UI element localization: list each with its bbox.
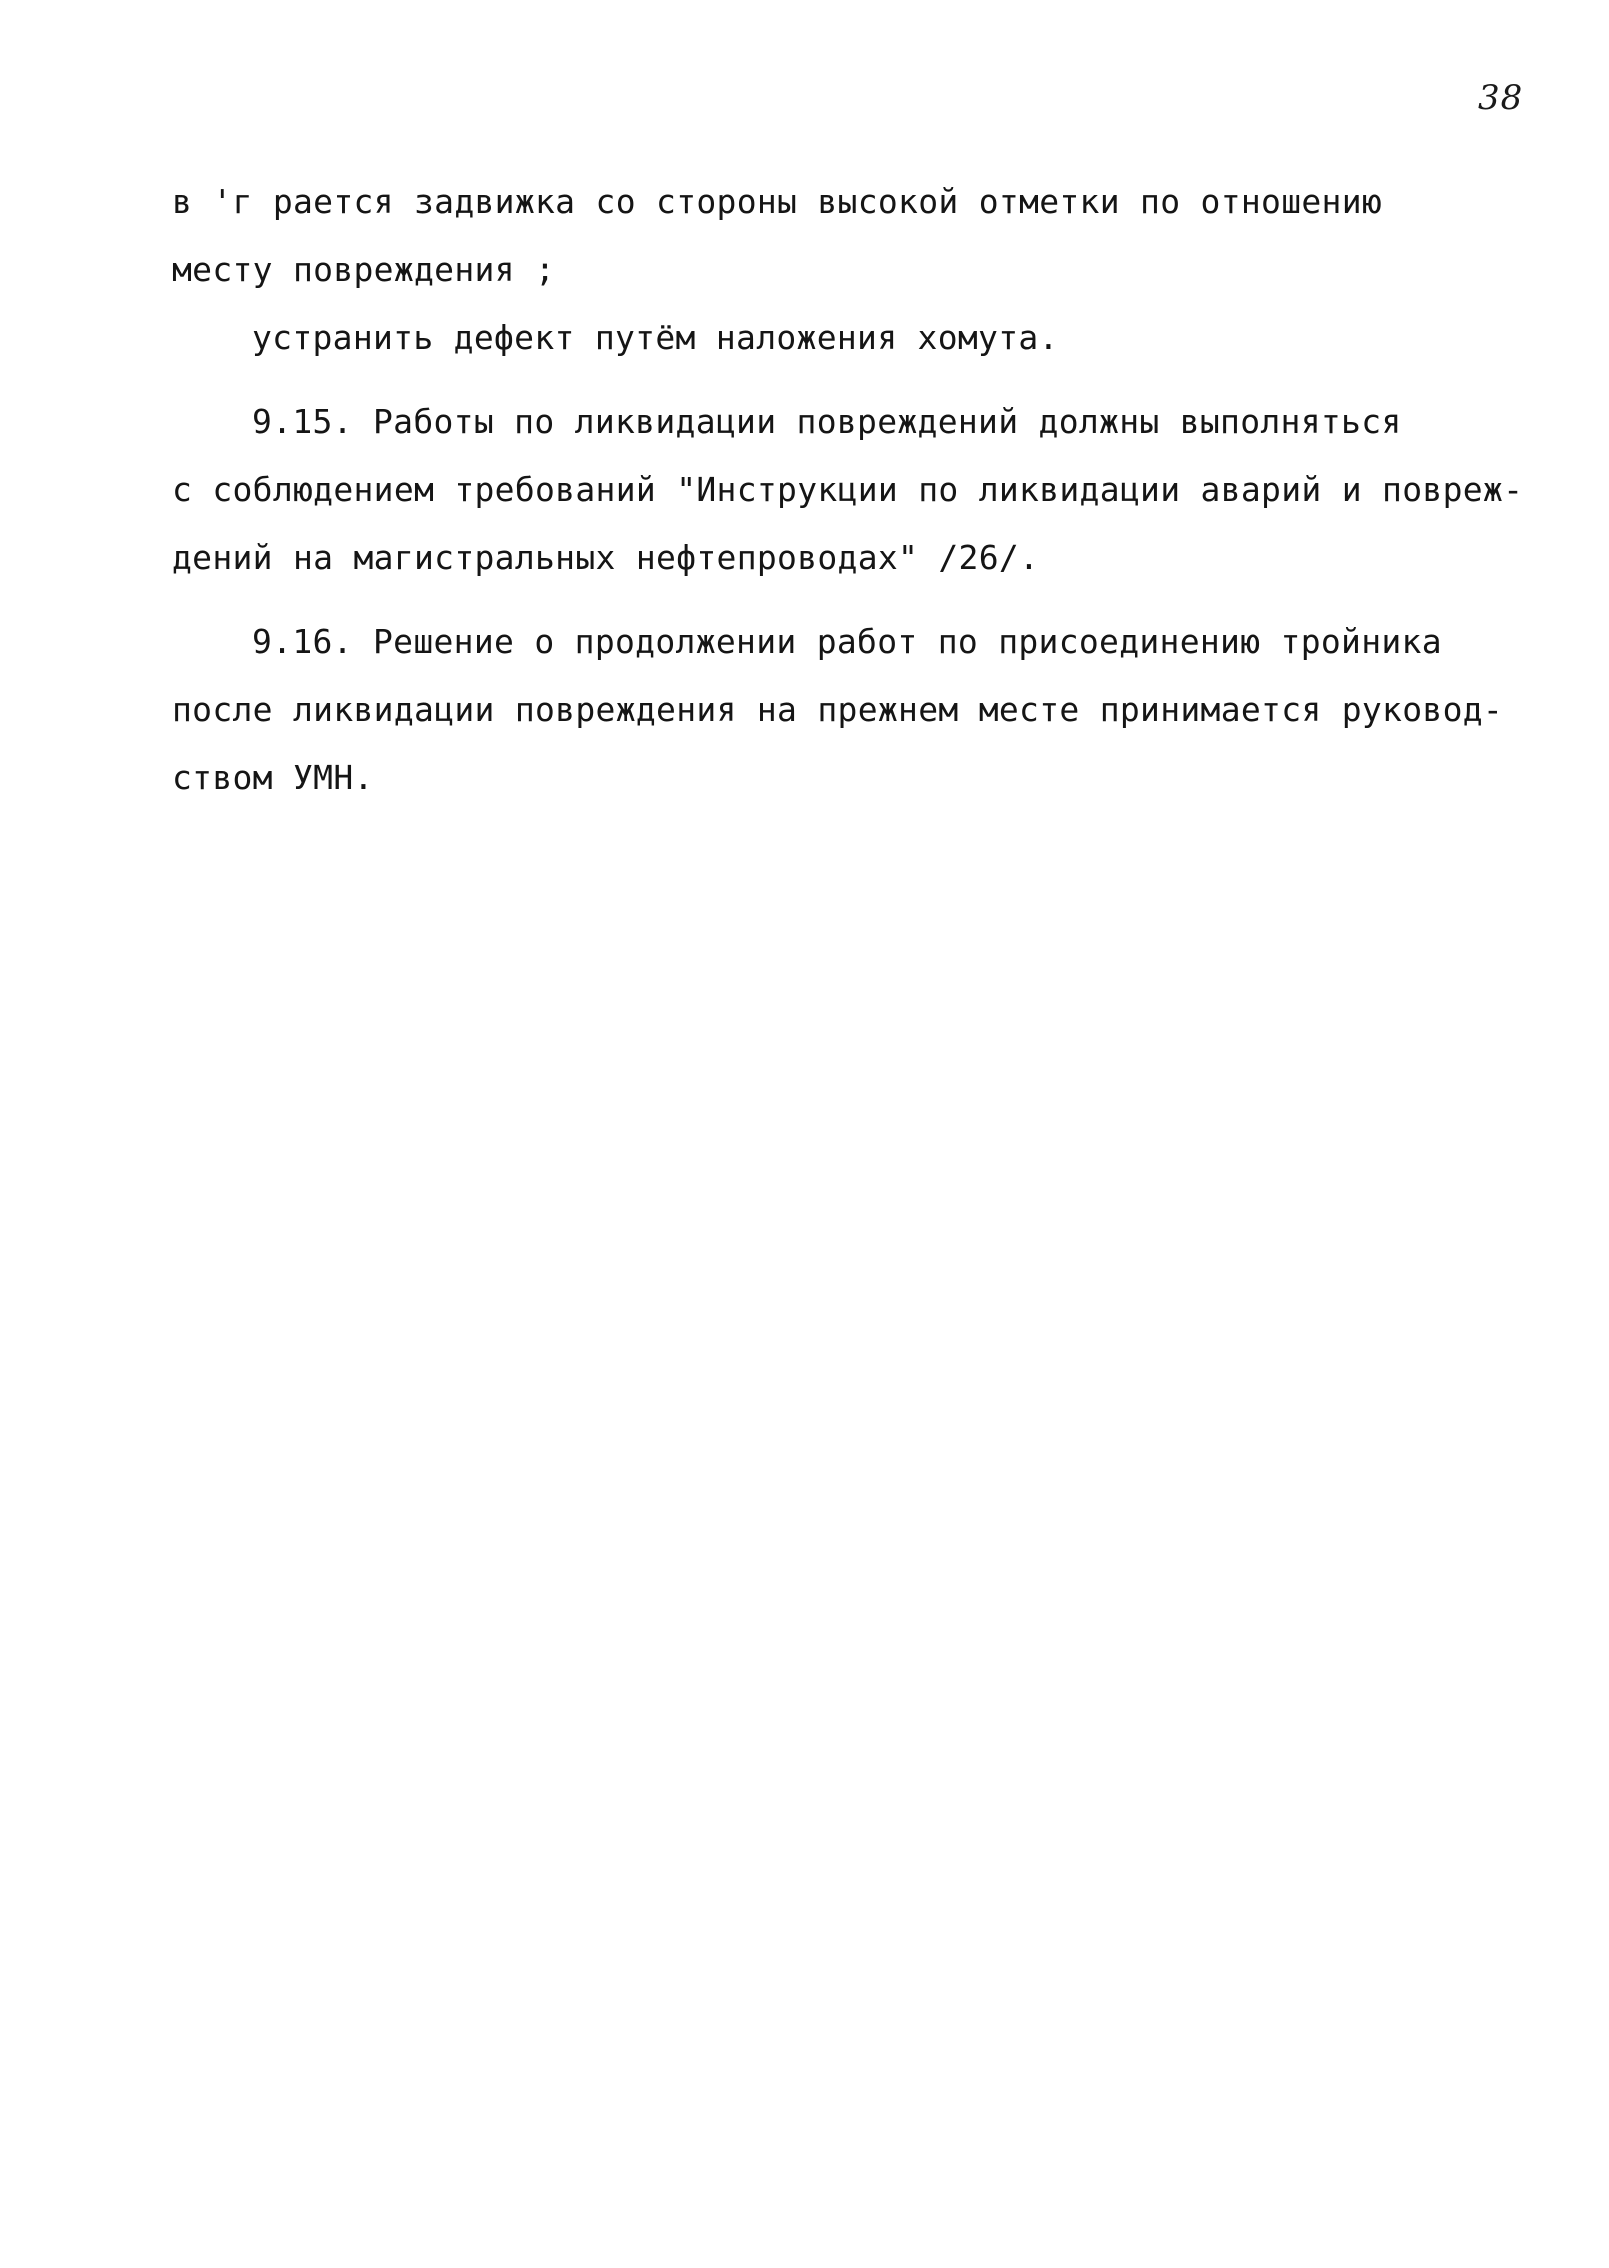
paragraph-9-15-line-2: с соблюдением требований "Инструкции по ликвидации аварий и повреж- [172, 470, 1524, 509]
paragraph-9-16-line-3: ством УМН. [172, 758, 374, 797]
paragraph-9-16-line-1: 9.16. Решение о продолжении работ по присоединению тройника [252, 622, 1442, 661]
paragraph-9-15-line-3: дений на магистральных нефтепроводах" /26/. [172, 538, 1040, 577]
paragraph-9-15-line-1: 9.15. Работы по ликвидации повреждений должны выполняться [252, 402, 1402, 441]
paragraph-9-16-line-2: после ликвидации повреждения на прежнем месте принимается руковод- [172, 690, 1504, 729]
text-line-3: устранить дефект путём наложения хомута. [252, 318, 1059, 357]
page-number: 38 [1478, 78, 1524, 118]
text-line-2: месту повреждения ; [172, 250, 556, 289]
text-line-1: в 'г рается задвижка со стороны высокой отметки по отношению [172, 182, 1383, 221]
